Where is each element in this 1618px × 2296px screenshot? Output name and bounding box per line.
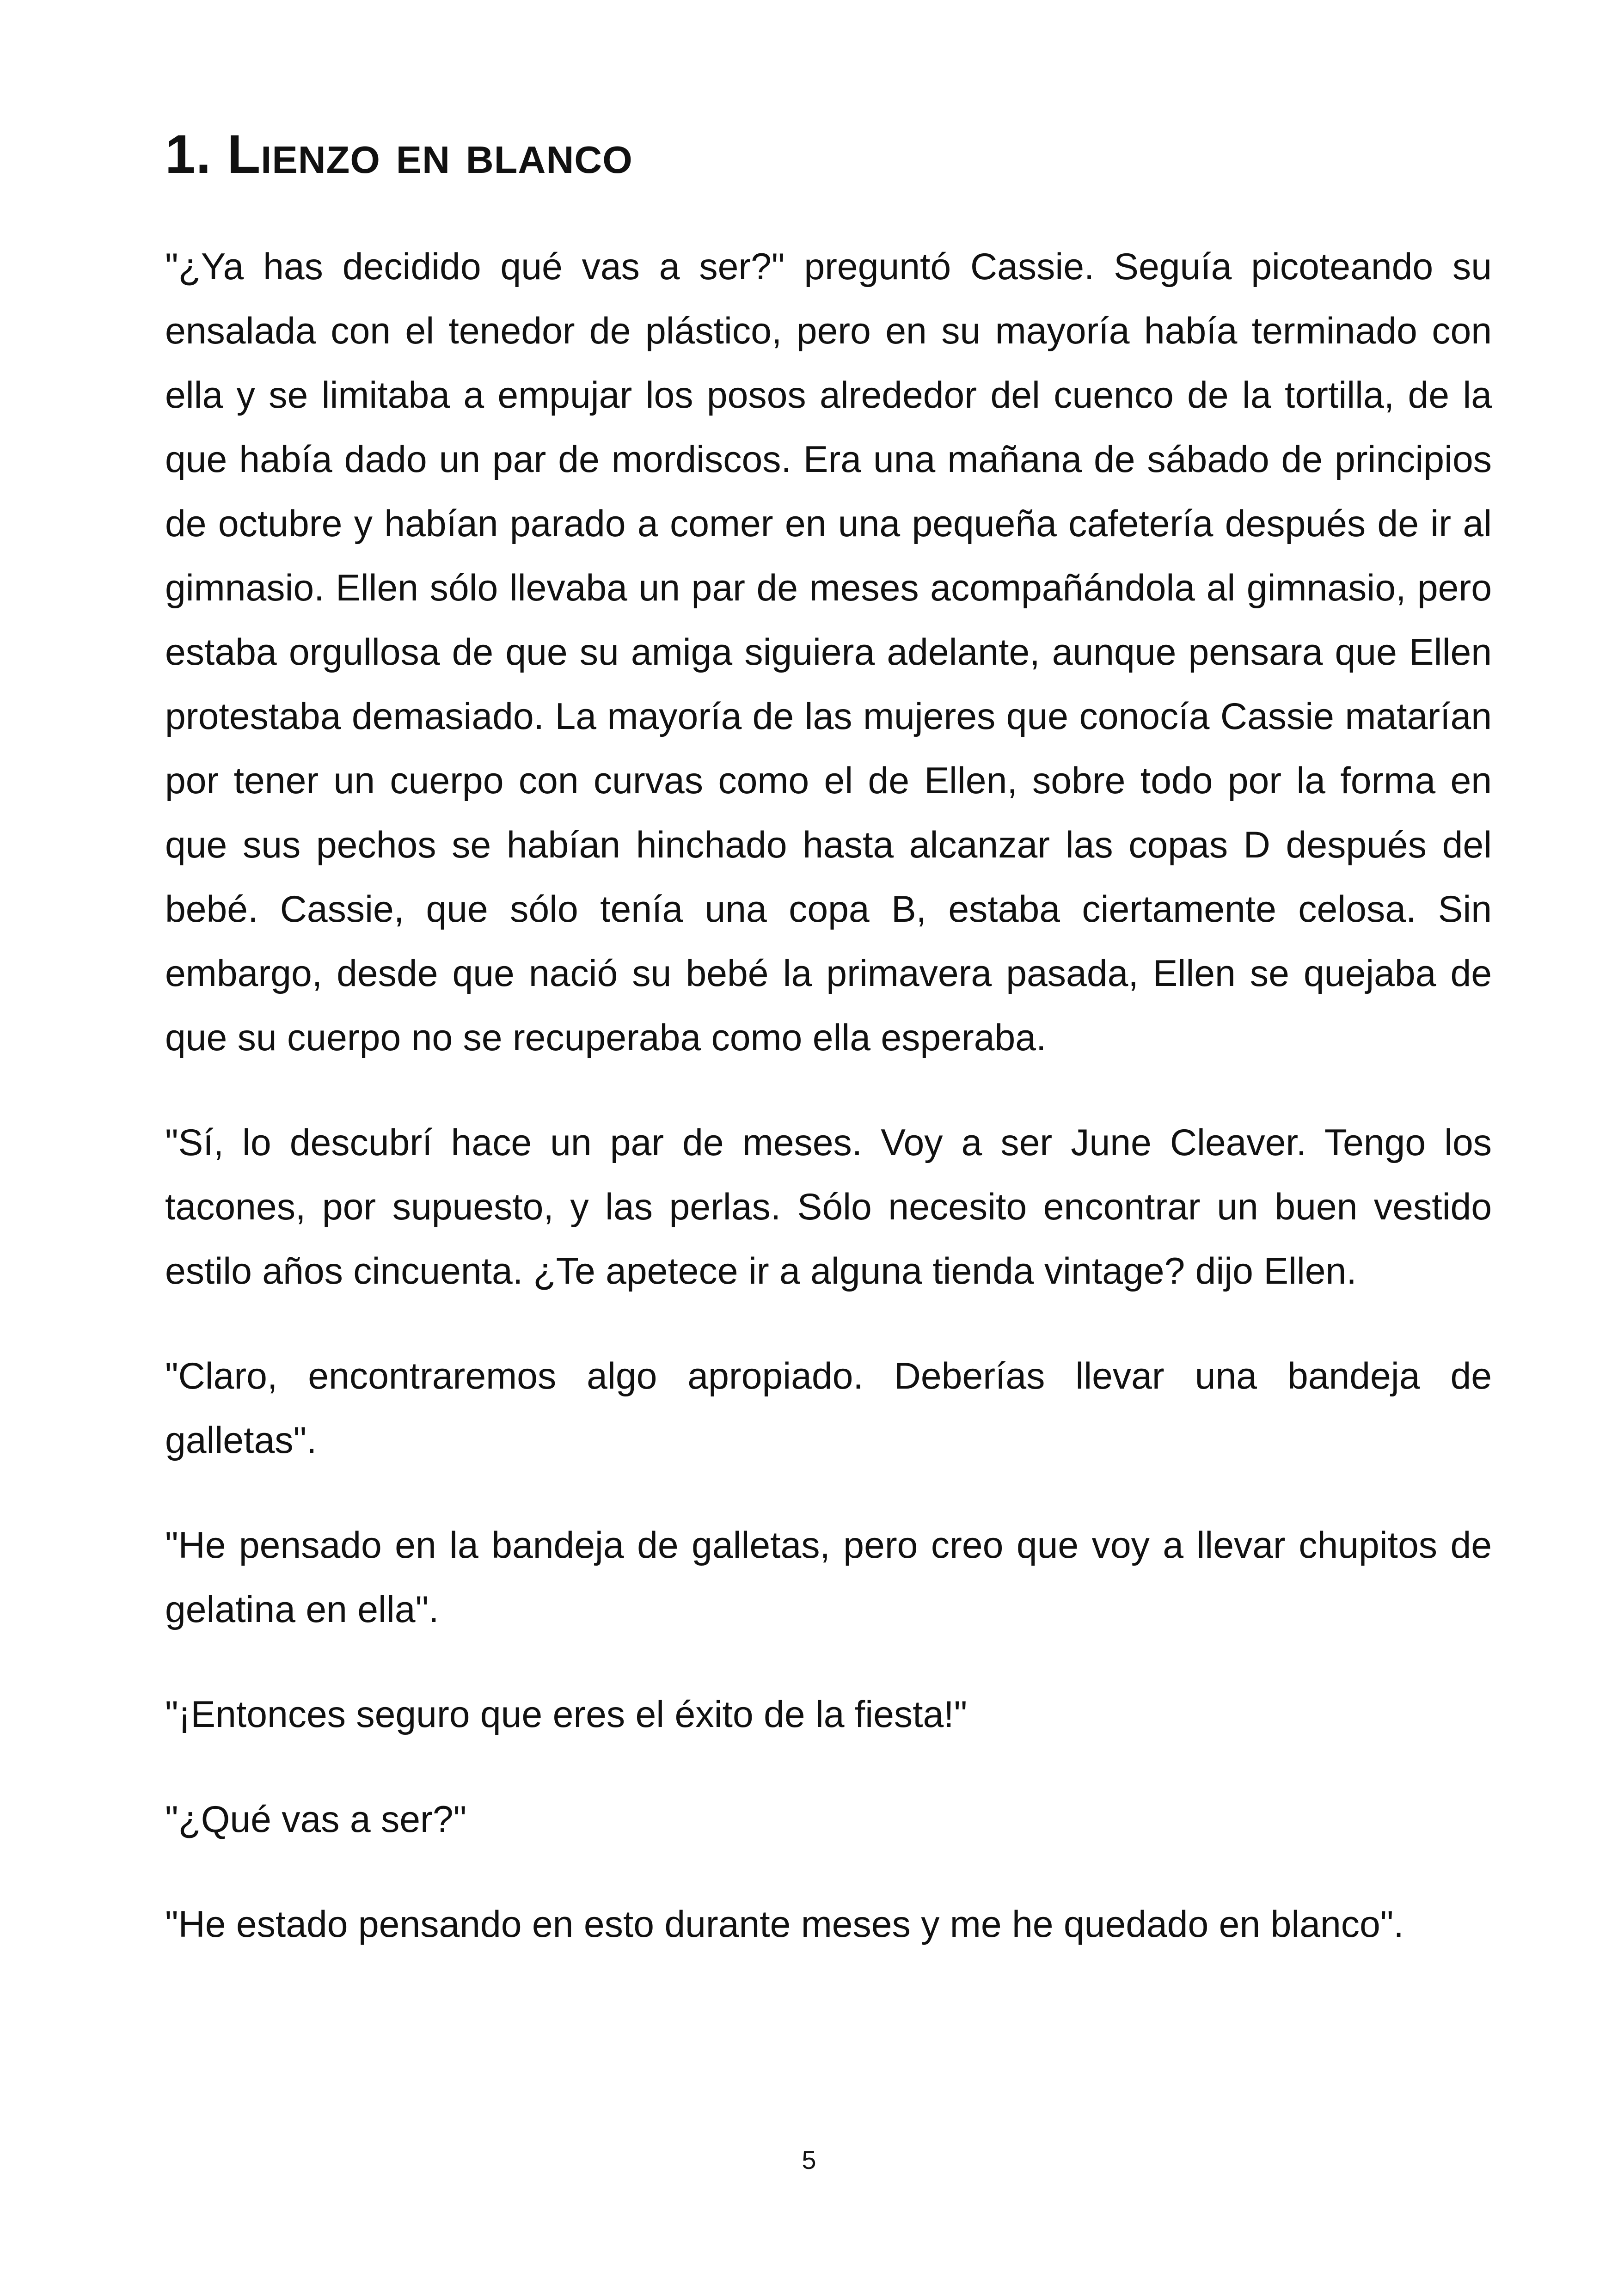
paragraph: "¿Qué vas a ser?" xyxy=(165,1798,467,1840)
chapter-number: 1. xyxy=(165,124,212,185)
page-number: 5 xyxy=(802,2145,816,2174)
chapter-heading xyxy=(165,125,1492,185)
chapter-title: Lienzo en blanco xyxy=(227,124,633,185)
paragraph: "He estado pensando en esto durante meses y me he quedado en blanco". xyxy=(165,1903,1404,1945)
paragraph: "¿Ya has decidido qué vas a ser?" preguntó Cassie. Seguía picoteando su ensalada con el tenedor de plástico, pero en su mayoría había terminado con ella y se limitaba a empujar los posos alrededor del cuenco de la tortilla, de la que había dado un par de mordiscos. Era una mañana de sábado de principios de octubre y habían parado a comer en una pequeña cafetería después de ir al gimnasio. Ellen sólo llevaba un par de meses acompañándola al gimnasio, pero estaba orgullosa de que su amiga siguiera adelante, aunque pensara que Ellen protestaba demasiado. La mayoría de las mujeres que conocía Cassie matarían por tener un cuerpo con curvas como el de Ellen, sobre todo por la forma en que sus pechos se habían hinchado hasta alcanzar las copas D después del bebé. Cassie, que sólo tenía una copa B, estaba ciertamente celosa. Sin embargo, desde que nació su bebé la primavera pasada, Ellen se quejaba de que su cuerpo no se recuperaba como ella esperaba. xyxy=(165,245,1492,1059)
paragraph: "Claro, encontraremos algo apropiado. Deberías llevar una bandeja de galletas". xyxy=(165,1355,1492,1461)
paragraph: "Sí, lo descubrí hace un par de meses. Voy a ser June Cleaver. Tengo los tacones, por supuesto, y las perlas. Sólo necesito encontrar un buen vestido estilo años cincuenta. ¿Te apetece ir a alguna tienda vintage? dijo Ellen. xyxy=(165,1121,1492,1292)
page-content xyxy=(165,125,1492,1997)
paragraph: "¡Entonces seguro que eres el éxito de la fiesta!" xyxy=(165,1693,968,1735)
paragraph: "He pensado en la bandeja de galletas, pero creo que voy a llevar chupitos de gelatina en ella". xyxy=(165,1524,1492,1630)
